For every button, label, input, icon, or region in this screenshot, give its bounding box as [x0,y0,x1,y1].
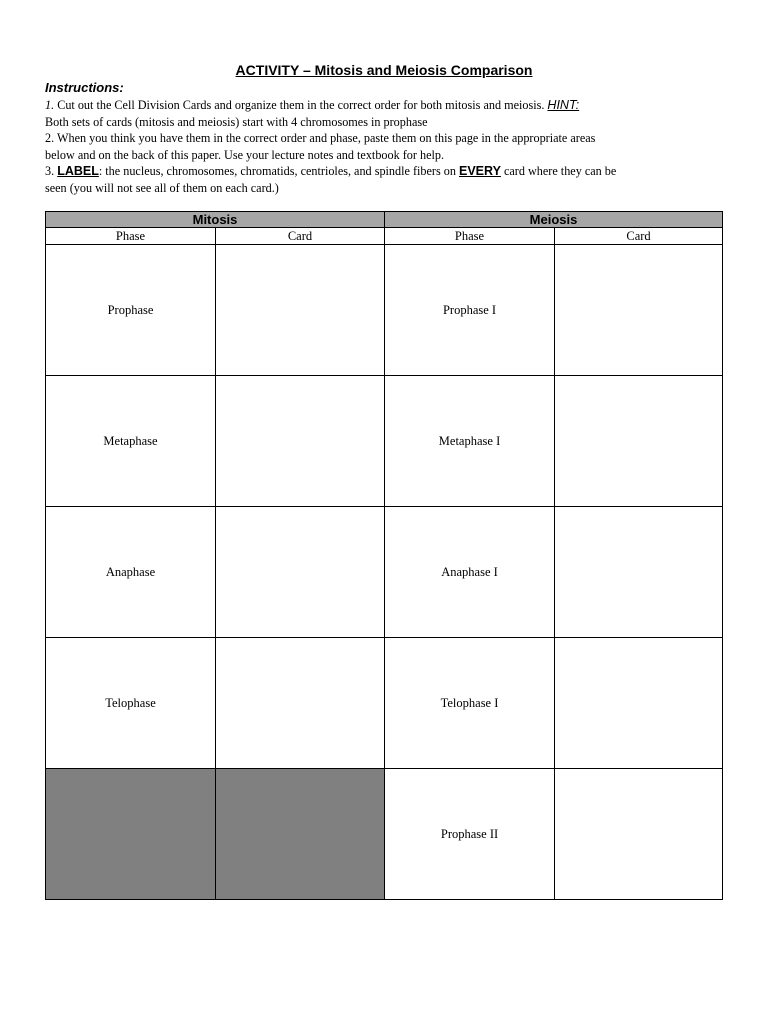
meiosis-phase-cell: Prophase I [385,245,555,376]
meiosis-card-slot [555,245,723,376]
table-row [46,769,723,900]
instructions-block [45,79,735,197]
mitosis-card-slot [216,245,385,376]
table-row [46,507,723,638]
mitosis-phase-cell: Metaphase [46,376,216,507]
step-3-number: 3. [45,164,58,179]
meiosis-card-slot [555,638,723,769]
instruction-step-3-line-2: seen (you will not see all of them on each card.) [45,180,279,195]
meiosis-phase-cell: Metaphase I [385,376,555,507]
mitosis-phase-cell: Prophase [46,245,216,376]
worksheet-title: ACTIVITY – Mitosis and Meiosis Comparison [235,62,533,78]
instruction-step-1-line-2: Both sets of cards (mitosis and meiosis) start with 4 chromosomes in prophase [45,114,428,129]
mitosis-shaded-cell [46,769,216,900]
mitosis-phase-cell: Anaphase [46,507,216,638]
meiosis-phase-column-header: Phase [385,228,555,245]
step-3-text-b: card where they can be [500,164,617,179]
instruction-step-2-line-2: below and on the back of this paper. Use your lecture notes and textbook for help. [45,147,445,162]
table-header-row [46,212,723,228]
table-row [46,376,723,507]
mitosis-card-column-header: Card [216,228,385,245]
comparison-table [45,211,723,900]
instruction-step-2: 2. When you think you have them in the correct order and phase, paste them on this page in the appropriate areas [45,131,596,146]
meiosis-phase-cell: Prophase II [385,769,555,900]
meiosis-header: Meiosis [385,212,723,228]
instruction-step-1 [45,97,735,114]
meiosis-card-column-header: Card [555,228,723,245]
mitosis-phase-column-header: Phase [46,228,216,245]
mitosis-shaded-card-cell [216,769,385,900]
meiosis-card-slot [555,376,723,507]
column-header-row [46,228,723,245]
mitosis-card-slot [216,507,385,638]
step-1-number: 1. [45,98,55,112]
meiosis-phase-cell: Anaphase I [385,507,555,638]
table-row [46,245,723,376]
step-1-text: Cut out the Cell Division Cards and organize them in the correct order for both mitosis and meiosis. [54,98,548,112]
mitosis-phase-cell: Telophase [46,638,216,769]
instruction-step-3 [45,163,735,180]
table-row [46,638,723,769]
hint-label: HINT: [547,98,580,112]
meiosis-card-slot [555,769,723,900]
every-keyword: EVERY [459,164,501,179]
meiosis-phase-cell: Telophase I [385,638,555,769]
instructions-heading: Instructions: [45,80,124,95]
mitosis-header: Mitosis [46,212,385,228]
meiosis-card-slot [555,507,723,638]
label-keyword: LABEL [57,164,99,179]
mitosis-card-slot [216,376,385,507]
mitosis-card-slot [216,638,385,769]
step-3-text-a: : the nucleus, chromosomes, chromatids, centrioles, and spindle fibers on [98,164,459,179]
